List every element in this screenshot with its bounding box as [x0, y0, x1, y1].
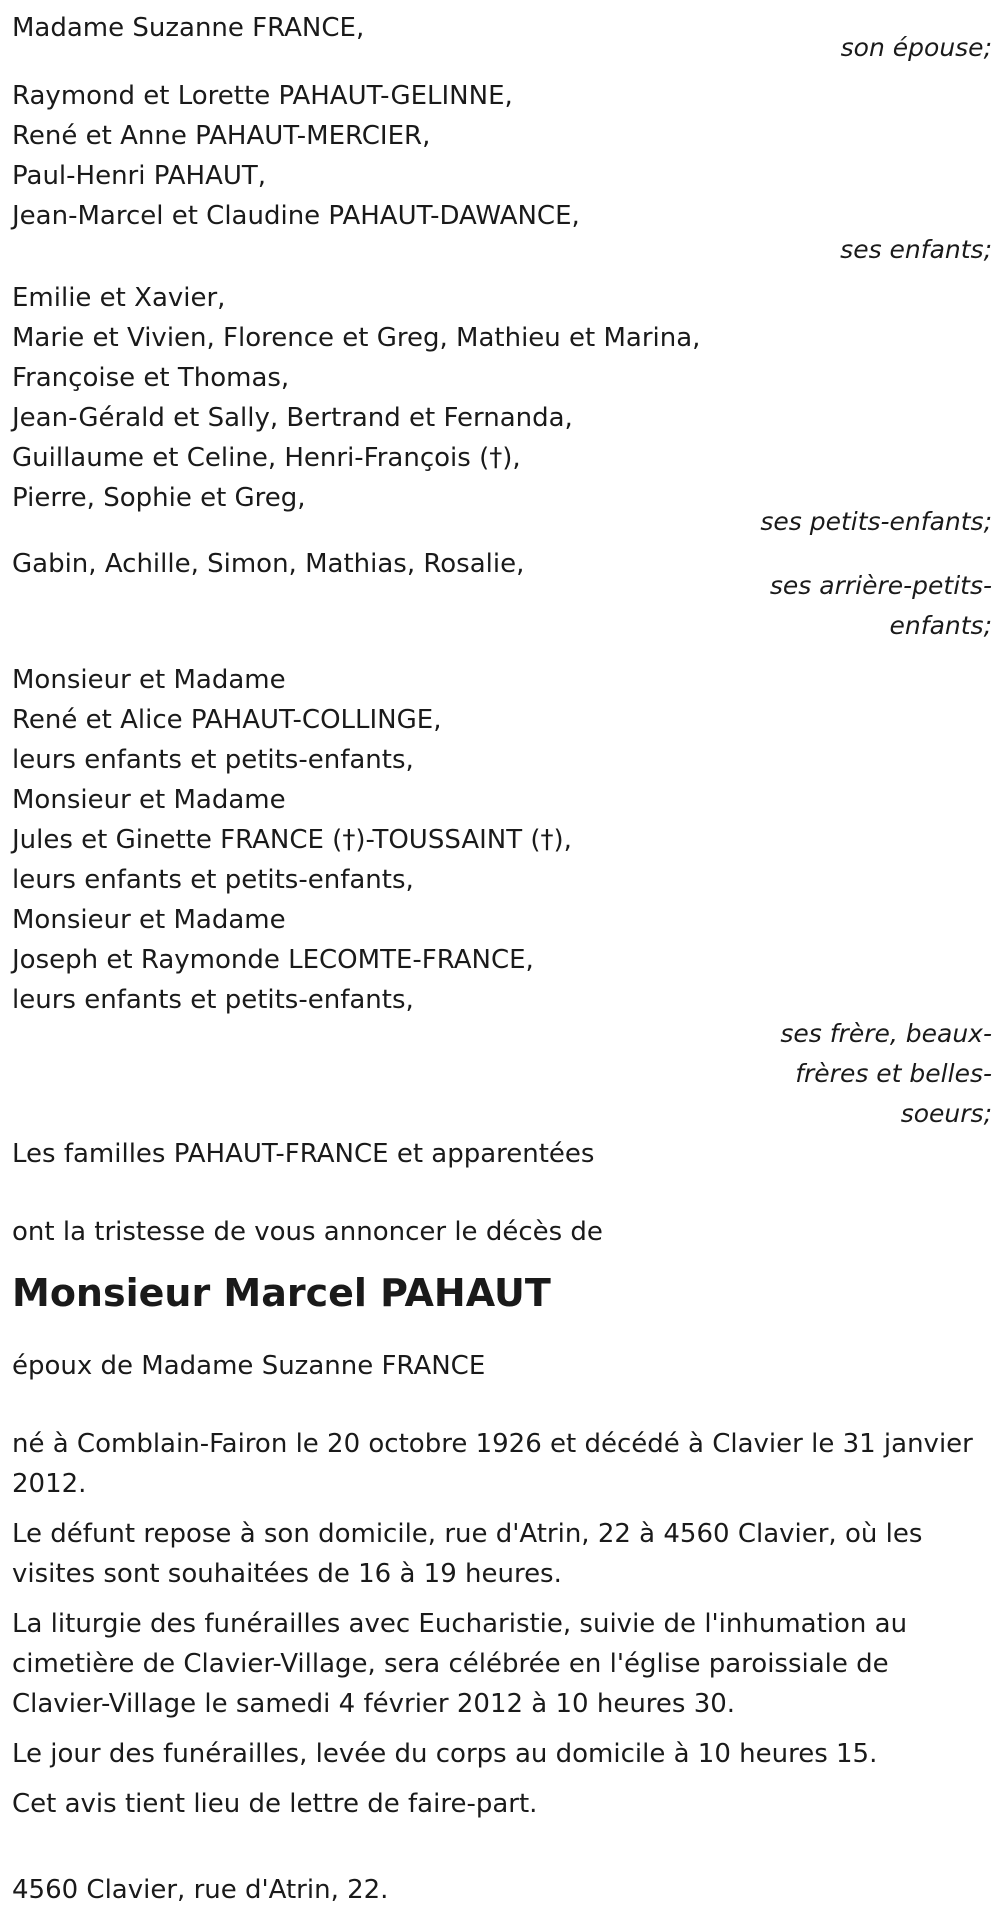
great-grandchildren-role: ses arrière-petits-enfants; [769, 571, 992, 640]
sibling-line: leurs enfants et petits-enfants, [12, 745, 414, 775]
great-grandchild-line: Gabin, Achille, Simon, Mathias, Rosalie, [12, 549, 525, 579]
child-line: Raymond et Lorette PAHAUT-GELINNE, [12, 81, 513, 111]
announcement-line: ont la tristesse de vous annoncer le décès de [12, 1217, 603, 1247]
spouse-block [12, 8, 992, 68]
grandchildren-role: ses petits-enfants; [760, 507, 992, 536]
child-line: Paul-Henri PAHAUT, [12, 161, 267, 191]
spouse-name: Madame Suzanne FRANCE, [12, 13, 365, 43]
sibling-line: Monsieur et Madame [12, 905, 286, 935]
visitation-paragraph: Le défunt repose à son domicile, rue d'Atrin, 22 à 4560 Clavier, où les visites sont souhaitées de 16 à 19 heures. [12, 1519, 923, 1589]
sibling-line: Joseph et Raymonde LECOMTE-FRANCE, [12, 945, 534, 975]
sibling-line: leurs enfants et petits-enfants, [12, 865, 414, 895]
grandchild-line: Françoise et Thomas, [12, 363, 290, 393]
child-line: Jean-Marcel et Claudine PAHAUT-DAWANCE, [12, 201, 580, 231]
grandchildren-block [12, 278, 992, 542]
families-line: Les familles PAHAUT-FRANCE et apparentées [12, 1139, 595, 1169]
child-line: René et Anne PAHAUT-MERCIER, [12, 121, 431, 151]
siblings-block [12, 660, 992, 1134]
grandchild-line: Jean-Gérald et Sally, Bertrand et Fernanda, [12, 403, 573, 433]
spouse-role: son épouse; [840, 33, 992, 62]
birth-death-paragraph: né à Comblain-Fairon le 20 octobre 1926 et décédé à Clavier le 31 janvier 2012. [12, 1429, 973, 1499]
funeral-day-paragraph: Le jour des funérailles, levée du corps au domicile à 10 heures 15. [12, 1739, 878, 1769]
grandchild-line: Emilie et Xavier, [12, 283, 226, 313]
grandchild-line: Pierre, Sophie et Greg, [12, 483, 306, 513]
sibling-line: leurs enfants et petits-enfants, [12, 985, 414, 1015]
great-grandchildren-block [12, 544, 992, 646]
address-line: 4560 Clavier, rue d'Atrin, 22. [12, 1875, 389, 1905]
sibling-line: Monsieur et Madame [12, 665, 286, 695]
children-block [12, 76, 992, 270]
grandchild-line: Guillaume et Celine, Henri-François (†), [12, 443, 521, 473]
sibling-line: René et Alice PAHAUT-COLLINGE, [12, 705, 442, 735]
children-role: ses enfants; [840, 235, 992, 264]
spouse-of-line: époux de Madame Suzanne FRANCE [12, 1351, 486, 1381]
siblings-role: ses frère, beaux-frères et belles-soeurs; [780, 1019, 992, 1128]
grandchild-line: Marie et Vivien, Florence et Greg, Mathieu et Marina, [12, 323, 701, 353]
liturgy-paragraph: La liturgie des funérailles avec Eucharistie, suivie de l'inhumation au cimetière de Clavier-Village, sera célébrée en l'église paroissiale de Clavier-Village le samedi 4 février 2012 à 10 heures 30. [12, 1609, 908, 1719]
notice-paragraph: Cet avis tient lieu de lettre de faire-part. [12, 1789, 538, 1819]
sibling-line: Monsieur et Madame [12, 785, 286, 815]
sibling-line: Jules et Ginette FRANCE (†)-TOUSSAINT (†), [12, 825, 572, 855]
deceased-name: Monsieur Marcel PAHAUT [12, 1271, 551, 1315]
